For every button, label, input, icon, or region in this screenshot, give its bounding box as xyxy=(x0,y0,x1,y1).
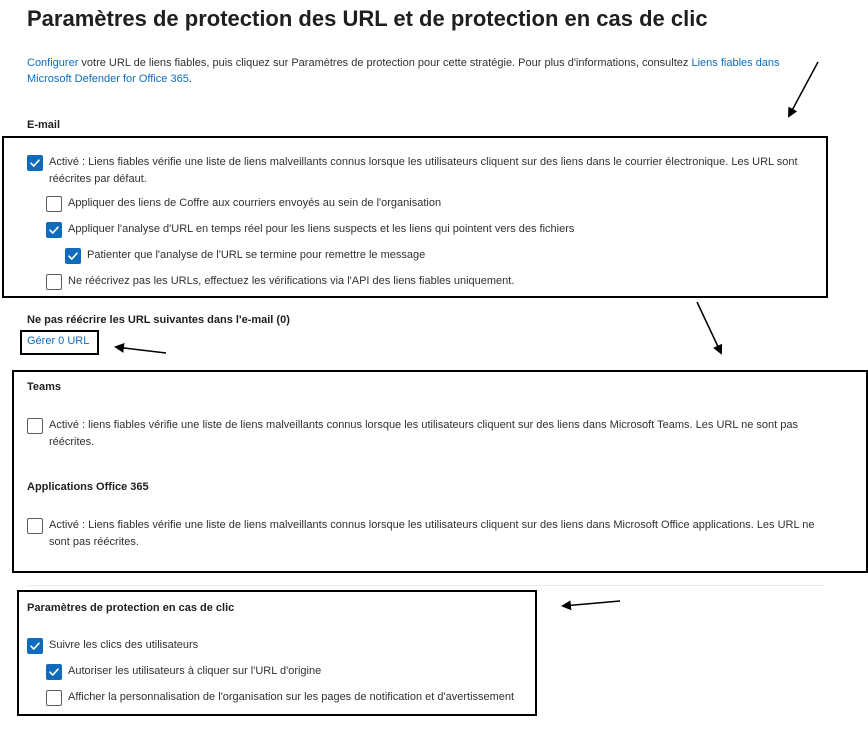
arrow-icon xyxy=(116,347,166,353)
no-rewrite-urls-heading: Ne pas réécrire les URL suivantes dans l'e-mail (0) xyxy=(27,314,290,326)
office-apps-heading: Applications Office 365 xyxy=(27,481,149,493)
click-protection-heading: Paramètres de protection en cas de clic xyxy=(27,602,235,614)
allow-original-url-label: Autoriser les utilisateurs à cliquer sur l'URL d'origine xyxy=(68,665,322,677)
org-branding-label: Afficher la personnalisation de l'organisation sur les pages de notification et d'avertissement xyxy=(68,691,515,703)
arrow-icon xyxy=(697,302,721,353)
configure-link[interactable]: Configurer xyxy=(27,57,79,69)
intro-end: . xyxy=(188,73,192,85)
email-heading: E-mail xyxy=(27,119,61,131)
wait-scan-label: Patienter que l'analyse de l'URL se termine pour remettre le message xyxy=(87,249,426,261)
teams-enabled-label: Activé : liens fiables vérifie une liste de liens malveillants connus lorsque les utilisateurs cliquent sur des liens dans Microsoft Teams. Les URL ne sont pas réécrites. xyxy=(49,419,798,448)
teams-heading: Teams xyxy=(27,381,62,393)
internal-messages-label: Appliquer des liens de Coffre aux courriers envoyés au sein de l'organisation xyxy=(68,197,442,209)
manage-urls-link[interactable]: Gérer 0 URL xyxy=(27,335,90,347)
track-clicks-label: Suivre les clics des utilisateurs xyxy=(49,639,199,651)
office-apps-enabled-label: Activé : Liens fiables vérifie une liste de liens malveillants connus lorsque les utilisateurs cliquent sur des liens dans Microsoft Office applications. Les URL ne sont pas réécrites. xyxy=(49,519,815,548)
realtime-scan-label: Appliquer l'analyse d'URL en temps réel pour les liens suspects et les liens qui pointent vers des fichiers xyxy=(68,223,575,235)
email-enabled-label: Activé : Liens fiables vérifie une liste de liens malveillants connus lorsque les utilisateurs cliquent sur des liens dans le courrier électronique. Les URL sont réécrites par défaut. xyxy=(49,156,798,185)
arrow-icon xyxy=(563,601,620,606)
intro-body: votre URL de liens fiables, puis cliquez sur Paramètres de protection pour cette stratégie. Pour plus d'informations, consultez xyxy=(78,57,692,69)
no-rewrite-label: Ne réécrivez pas les URLs, effectuez les vérifications via l'API des liens fiables uniquement. xyxy=(68,275,515,287)
arrow-icon xyxy=(789,62,818,116)
safe-links-docs-link[interactable]: Liens fiables dans Microsoft Defender for Office 365 xyxy=(27,57,780,85)
page-title: Paramètres de protection des URL et de protection en cas de clic xyxy=(27,6,708,31)
